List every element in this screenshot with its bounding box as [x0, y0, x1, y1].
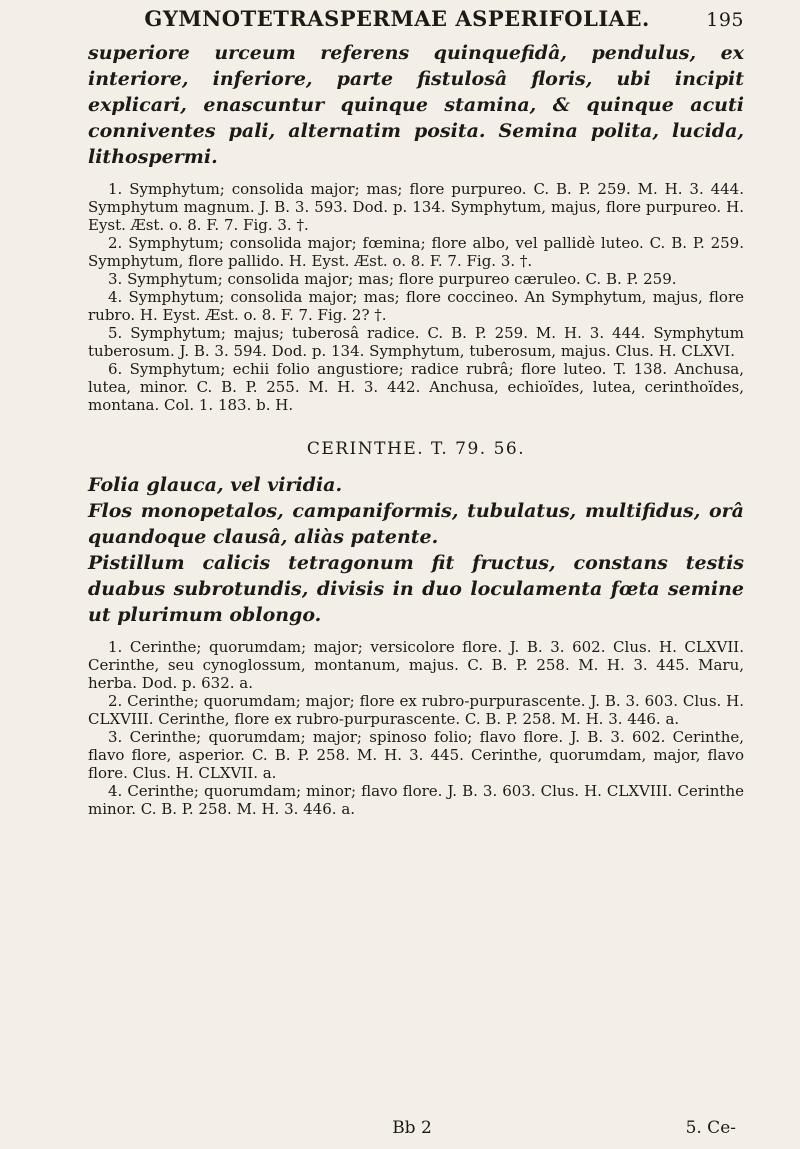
- symphytum-entry-1: 1. Symphytum; consolida major; mas; flore purpureo. C. B. P. 259. M. H. 3. 444. Symphytum magnum. J. B. 3. 593. Dod. p. 134. Symphytum, majus, flore purpureo. H. Eyst. Æst. o. 8. F. 7. Fig. 3. †.: [88, 180, 744, 234]
- catchword: 5. Ce-: [685, 1118, 736, 1138]
- cerinthe-heading: CERINTHE. T. 79. 56.: [306, 439, 526, 459]
- symphytum-entry-3: 3. Symphytum; consolida major; mas; flore purpureo cæruleo. C. B. P. 259.: [108, 270, 677, 288]
- symphytum-entry-5: 5. Symphytum; majus; tuberosâ radice. C. B. P. 259. M. H. 3. 444. Symphytum tuberosum. J. B. 3. 594. Dod. p. 134. Symphytum, tuberosum, majus. Clus. H. CLXVI.: [88, 324, 744, 360]
- cerinthe-entry-list: [88, 638, 744, 818]
- symphytum-entry-2: 2. Symphytum; consolida major; fœmina; flore albo, vel pallidè luteo. C. B. P. 259. Symphytum, flore pallido. H. Eyst. Æst. o. 8. F. 7. Fig. 3. †.: [88, 234, 744, 270]
- symphytum-entry-6: 6. Symphytum; echii folio angustiore; radice rubrâ; flore luteo. T. 138. Anchusa, lutea, minor. C. B. P. 255. M. H. 3. 442. Anchusa, echioïdes, lutea, cerinthoïdes, montana. Col. 1. 183. b. H.: [88, 360, 744, 414]
- symphytum-entry-list: [88, 180, 744, 414]
- running-head: [88, 6, 744, 31]
- cerinthe-flower: Flos monopetalos, campaniformis, tubulatus, multifidus, orâ quandoque clausâ, aliàs patente.: [88, 500, 744, 548]
- cerinthe-entry-4: 4. Cerinthe; quorumdam; minor; flavo flore. J. B. 3. 603. Clus. H. CLXVIII. Cerinthe minor. C. B. P. 258. M. H. 3. 446. a.: [88, 782, 744, 818]
- symphytum-entry-4: 4. Symphytum; consolida major; mas; flore coccineo. An Symphytum, majus, flore rubro. H. Eyst. Æst. o. 8. F. 7. Fig. 2? †.: [88, 288, 744, 324]
- cerinthe-leaves: Folia glauca, vel viridia.: [88, 474, 343, 496]
- cerinthe-entry-1: 1. Cerinthe; quorumdam; major; versicolore flore. J. B. 3. 602. Clus. H. CLXVII. Cerinthe, seu cynoglossum, montanum, majus. C. B. P. 258. M. H. 3. 445. Maru, herba. Dod. p. 632. a.: [88, 638, 744, 692]
- cerinthe-entry-3: 3. Cerinthe; quorumdam; major; spinoso folio; flavo flore. J. B. 3. 602. Cerinthe, flavo flore, asperior. C. B. P. 258. M. H. 3. 445. Cerinthe, quorumdam, major, flavo flore. Clus. H. CLXVII. a.: [88, 728, 744, 782]
- symphytum-description: superiore urceum referens quinquefidâ, pendulus, ex interiore, inferiore, parte fistulosâ floris, ubi incipit explicari, enascuntur quinque stamina, & quinque acuti conniventes pali, alternatim posita. Semina polita, lucida, lithospermi.: [88, 42, 744, 168]
- signature-mark: Bb 2: [392, 1118, 432, 1138]
- page-number: 195: [706, 9, 744, 31]
- page-footer: [88, 1118, 744, 1138]
- running-head-title: GYMNOTETRASPERMAE ASPERIFOLIAE.: [144, 6, 650, 31]
- cerinthe-pistil: Pistillum calicis tetragonum fit fructus, constans testis duabus subrotundis, divisis in duo loculamenta fœta semine ut plurimum oblongo.: [88, 552, 744, 626]
- cerinthe-entry-2: 2. Cerinthe; quorumdam; major; flore ex rubro-purpurascente. J. B. 3. 603. Clus. H. CLXVIII. Cerinthe, flore ex rubro-purpurascente. C. B. P. 258. M. H. 3. 446. a.: [88, 692, 744, 728]
- page-body: [88, 40, 744, 818]
